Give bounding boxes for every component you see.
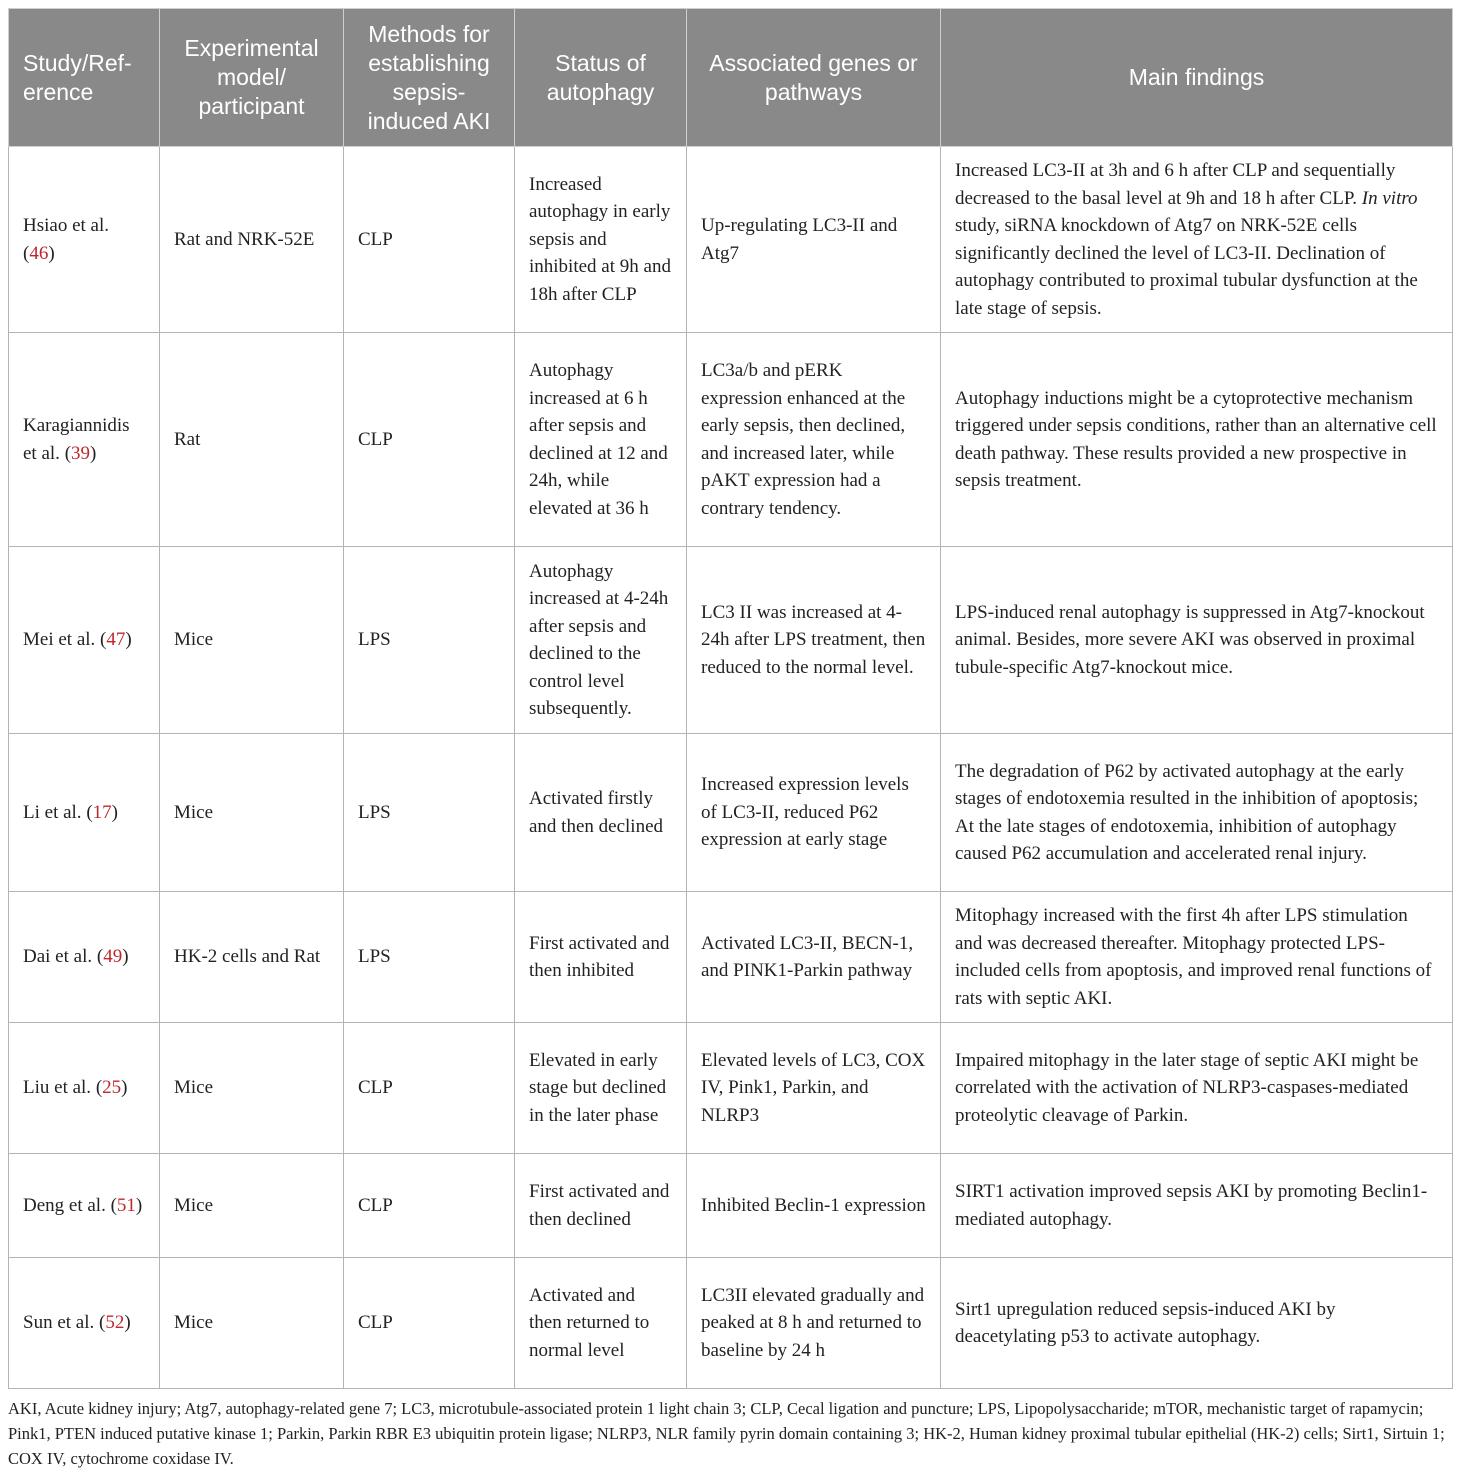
study-name: Hsiao et al. <box>23 215 110 236</box>
study-cell: Deng et al. (51) <box>9 1154 160 1258</box>
status-cell: Activated and then returned to normal level <box>515 1258 687 1389</box>
model-cell: Rat and NRK-52E <box>160 147 344 333</box>
autophagy-studies-table <box>8 8 1453 1389</box>
genes-cell: LC3a/b and pERK expression enhanced at the early sepsis, then declined, and increased later, while pAKT expression had a contrary tendency. <box>687 333 941 547</box>
header-model: Experimental model/ participant <box>160 9 344 147</box>
header-study: Study/Ref-erence <box>9 9 160 147</box>
table-row <box>9 147 1453 333</box>
findings-cell: Sirt1 upregulation reduced sepsis-induced AKI by deacetylating p53 to activate autophagy. <box>941 1258 1453 1389</box>
findings-italic: In vitro <box>1361 187 1418 209</box>
study-name: Deng et al. <box>23 1194 106 1216</box>
header-findings: Main findings <box>941 9 1453 147</box>
table-row <box>9 1023 1453 1154</box>
model-cell: Rat <box>160 333 344 547</box>
reference-link[interactable]: 39 <box>71 442 91 464</box>
findings-cell: LPS-induced renal autophagy is suppressed in Atg7-knockout animal. Besides, more severe AKI was observed in proximal tubule-specific Atg7-knockout mice. <box>941 547 1453 734</box>
study-cell: Liu et al. (25) <box>9 1023 160 1154</box>
study-cell: Sun et al. (52) <box>9 1258 160 1389</box>
header-method: Methods for establishing sepsis-induced AKI <box>344 9 515 147</box>
reference-link[interactable]: 46 <box>29 242 49 264</box>
reference-link[interactable]: 25 <box>102 1077 122 1099</box>
status-cell: Autophagy increased at 4-24h after sepsis and declined to the control level subsequently. <box>515 547 687 734</box>
genes-cell: LC3 II was increased at 4-24h after LPS treatment, then reduced to the normal level. <box>687 547 941 734</box>
status-cell: First activated and then declined <box>515 1154 687 1258</box>
reference-link[interactable]: 17 <box>92 801 112 823</box>
study-cell: Mei et al. (47) <box>9 547 160 734</box>
status-cell: Increased autophagy in early sepsis and inhibited at 9h and 18h after CLP <box>515 147 687 333</box>
model-cell: Mice <box>160 1023 344 1154</box>
findings-cell: Mitophagy increased with the first 4h after LPS stimulation and was decreased thereafter. Mitophagy protected LPS-included cells from apoptosis, and improved renal functions of rats with septic AKI. <box>941 892 1453 1023</box>
table-header-row <box>9 9 1453 147</box>
genes-cell: LC3II elevated gradually and peaked at 8 h and returned to baseline by 24 h <box>687 1258 941 1389</box>
study-cell: Li et al. (17) <box>9 734 160 892</box>
table-row <box>9 734 1453 892</box>
findings-text: study, siRNA knockdown of Atg7 on NRK-52E cells significantly declined the level of LC3-II. Declination of autophagy contributed to proximal tubular dysfunction at the late stage of sepsis. <box>955 215 1418 319</box>
method-cell: CLP <box>344 1258 515 1389</box>
status-cell: Elevated in early stage but declined in the later phase <box>515 1023 687 1154</box>
genes-cell: Up-regulating LC3-II and Atg7 <box>687 147 941 333</box>
study-name: Karagiannidis et al. <box>23 415 130 464</box>
study-name: Li et al. <box>23 801 82 823</box>
study-name: Sun et al. <box>23 1312 95 1334</box>
study-cell: Hsiao et al. (46) <box>9 147 160 333</box>
reference-link[interactable]: 51 <box>116 1194 136 1216</box>
model-cell: Mice <box>160 1258 344 1389</box>
method-cell: CLP <box>344 147 515 333</box>
method-cell: LPS <box>344 892 515 1023</box>
findings-cell: SIRT1 activation improved sepsis AKI by promoting Beclin1-mediated autophagy. <box>941 1154 1453 1258</box>
study-name: Dai et al. <box>23 946 93 968</box>
model-cell: HK-2 cells and Rat <box>160 892 344 1023</box>
method-cell: CLP <box>344 1023 515 1154</box>
findings-cell: Impaired mitophagy in the later stage of septic AKI might be correlated with the activation of NLRP3-caspases-mediated proteolytic cleavage of Parkin. <box>941 1023 1453 1154</box>
model-cell: Mice <box>160 1154 344 1258</box>
findings-text: Increased LC3-II at 3h and 6 h after CLP and sequentially decreased to the basal level at 9h and 18 h after CLP. <box>955 160 1396 209</box>
findings-cell: The degradation of P62 by activated autophagy at the early stages of endotoxemia resulted in the inhibition of apoptosis; At the late stages of endotoxemia, inhibition of autophagy caused P62 accumulation and accelerated renal injury. <box>941 734 1453 892</box>
header-status: Status of autophagy <box>515 9 687 147</box>
study-cell: Dai et al. (49) <box>9 892 160 1023</box>
table-footnote: AKI, Acute kidney injury; Atg7, autophagy-related gene 7; LC3, microtubule-associated protein 1 light chain 3; CLP, Cecal ligation and puncture; LPS, Lipopolysaccharide; mTOR, mechanistic target of rapamycin; Pink1, PTEN induced putative kinase 1; Parkin, Parkin RBR E3 ubiquitin protein ligase; NLRP3, NLR family pyrin domain containing 3; HK-2, Human kidney proximal tubular epithelial (HK-2) cells; Sirt1, Sirtuin 1; COX IV, cytochrome coxidase IV. <box>8 1399 1445 1468</box>
model-cell: Mice <box>160 734 344 892</box>
findings-cell <box>941 147 1453 333</box>
reference-link[interactable]: 47 <box>106 629 126 651</box>
table-row <box>9 1154 1453 1258</box>
table-row <box>9 1258 1453 1389</box>
method-cell: LPS <box>344 734 515 892</box>
method-cell: CLP <box>344 1154 515 1258</box>
table-container <box>8 8 1452 1389</box>
table-row <box>9 892 1453 1023</box>
genes-cell: Increased expression levels of LC3-II, reduced P62 expression at early stage <box>687 734 941 892</box>
table-row <box>9 547 1453 734</box>
reference-link[interactable]: 49 <box>103 946 123 968</box>
genes-cell: Activated LC3-II, BECN-1, and PINK1-Parkin pathway <box>687 892 941 1023</box>
method-cell: LPS <box>344 547 515 734</box>
model-cell: Mice <box>160 547 344 734</box>
method-cell: CLP <box>344 333 515 547</box>
reference-link[interactable]: 52 <box>105 1312 125 1334</box>
status-cell: Autophagy increased at 6 h after sepsis and declined at 12 and 24h, while elevated at 36 h <box>515 333 687 547</box>
genes-cell: Elevated levels of LC3, COX IV, Pink1, Parkin, and NLRP3 <box>687 1023 941 1154</box>
findings-cell: Autophagy inductions might be a cytoprotective mechanism triggered under sepsis conditions, rather than an alternative cell death pathway. These results provided a new prospective in sepsis treatment. <box>941 333 1453 547</box>
genes-cell: Inhibited Beclin-1 expression <box>687 1154 941 1258</box>
study-name: Liu et al. <box>23 1077 92 1099</box>
status-cell: First activated and then inhibited <box>515 892 687 1023</box>
header-genes: Associated genes or pathways <box>687 9 941 147</box>
status-cell: Activated firstly and then declined <box>515 734 687 892</box>
study-cell: Karagiannidis et al. (39) <box>9 333 160 547</box>
table-row <box>9 333 1453 547</box>
study-name: Mei et al. <box>23 629 96 651</box>
